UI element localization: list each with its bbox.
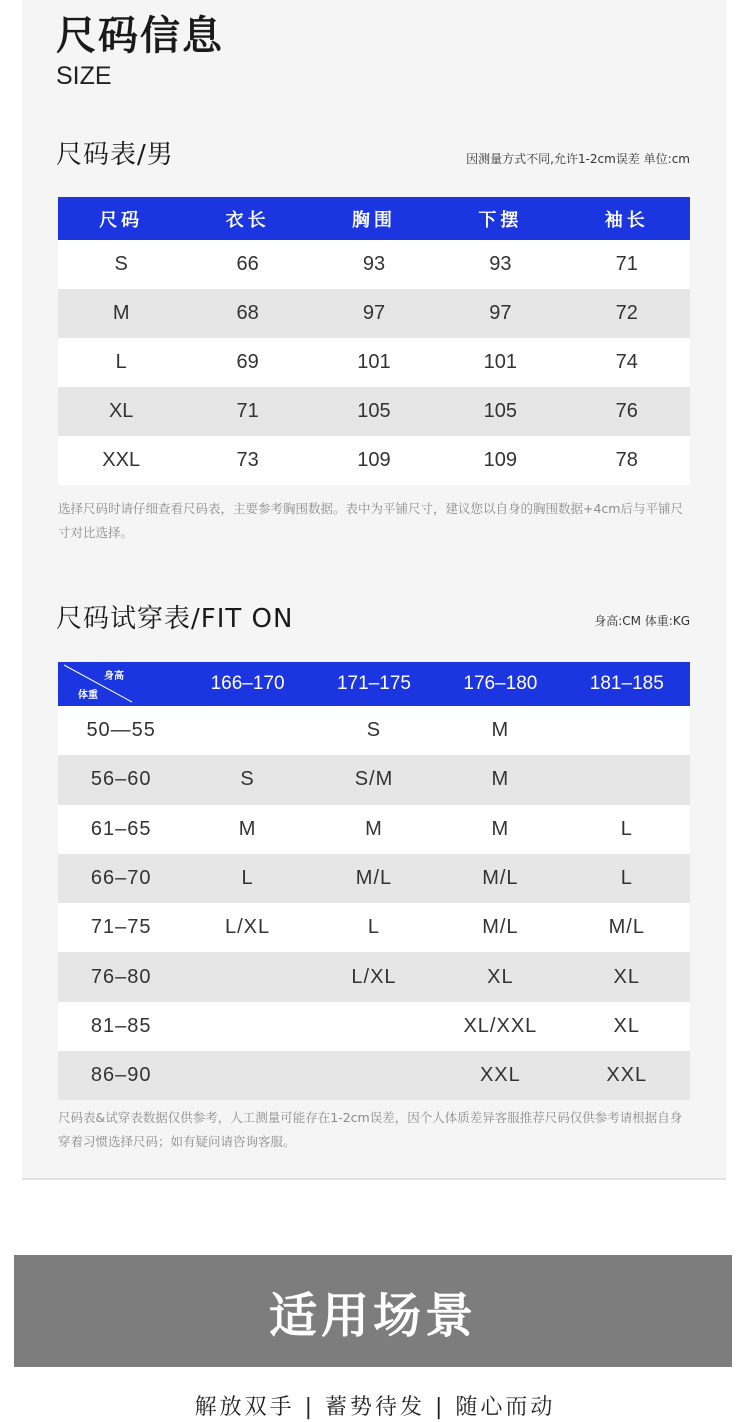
fit-table-footnote: 尺码表&试穿表数据仅供参考，人工测量可能存在1-2cm误差，因个人体质差异客服推荐尺码仅供参考请根据自身穿着习惯选择尺码；如有疑问请咨询客服。 — [58, 1110, 683, 1149]
table-cell: 71 — [564, 240, 690, 289]
table-cell: 66 — [184, 240, 310, 289]
corner-header — [58, 662, 184, 706]
table-cell: 78 — [564, 436, 690, 485]
table-cell: 105 — [437, 387, 563, 436]
page-title: 尺码信息 — [56, 13, 224, 59]
table-cell: L — [311, 903, 437, 952]
table-cell: 93 — [311, 240, 437, 289]
column-header: 尺码 — [58, 197, 184, 240]
table-cell — [184, 1002, 310, 1051]
size-table-title: 尺码表/男 — [56, 140, 174, 170]
column-header: 166–170 — [184, 662, 310, 706]
table-cell: XL — [58, 387, 184, 436]
column-header: 衣长 — [184, 197, 310, 240]
table-cell: 101 — [437, 338, 563, 387]
table-cell: 71–75 — [58, 903, 184, 952]
fit-table-header — [58, 662, 690, 706]
fit-table-title: 尺码试穿表/FIT ON — [56, 604, 294, 634]
table-cell: 50—55 — [58, 706, 184, 755]
table-row — [58, 436, 690, 485]
table-cell: 101 — [311, 338, 437, 387]
table-row — [58, 952, 690, 1001]
table-row — [58, 805, 690, 854]
table-row — [58, 706, 690, 755]
table-cell: 72 — [564, 289, 690, 338]
table-cell — [311, 1002, 437, 1051]
column-header: 176–180 — [437, 662, 563, 706]
column-header: 下摆 — [437, 197, 563, 240]
fit-table — [58, 662, 690, 1100]
table-cell: 76–80 — [58, 952, 184, 1001]
table-cell: L/XL — [184, 903, 310, 952]
table-cell: 97 — [311, 289, 437, 338]
table-cell: 81–85 — [58, 1002, 184, 1051]
table-cell — [564, 706, 690, 755]
table-row — [58, 387, 690, 436]
table-cell: L — [184, 854, 310, 903]
table-cell: M — [437, 706, 563, 755]
table-cell: S/M — [311, 755, 437, 804]
table-cell: L/XL — [311, 952, 437, 1001]
column-header: 181–185 — [564, 662, 690, 706]
table-row — [58, 240, 690, 289]
table-cell: 109 — [437, 436, 563, 485]
table-cell — [311, 1051, 437, 1100]
table-cell: M — [184, 805, 310, 854]
table-row — [58, 854, 690, 903]
table-cell: XXL — [58, 436, 184, 485]
fit-table-note: 身高:CM 体重:KG — [594, 614, 690, 628]
table-cell: L — [58, 338, 184, 387]
table-cell: 56–60 — [58, 755, 184, 804]
table-cell: 66–70 — [58, 854, 184, 903]
table-cell: 61–65 — [58, 805, 184, 854]
size-table — [58, 197, 690, 485]
column-header: 袖长 — [564, 197, 690, 240]
table-row — [58, 289, 690, 338]
table-cell: M — [437, 755, 563, 804]
table-cell: L — [564, 854, 690, 903]
size-table-note: 因测量方式不同,允许1-2cm误差 单位:cm — [466, 152, 690, 166]
table-cell: 68 — [184, 289, 310, 338]
column-header: 胸围 — [311, 197, 437, 240]
table-cell: M — [311, 805, 437, 854]
table-cell — [564, 755, 690, 804]
size-table-header — [58, 197, 690, 240]
table-cell: 74 — [564, 338, 690, 387]
banner-text: 适用场景 — [268, 1287, 477, 1344]
table-cell: 105 — [311, 387, 437, 436]
table-cell: M/L — [437, 903, 563, 952]
column-header: 171–175 — [311, 662, 437, 706]
table-cell: S — [184, 755, 310, 804]
slogan: 解放双手 | 蓄势待发 | 随心而动 — [194, 1395, 556, 1420]
table-cell: XXL — [564, 1051, 690, 1100]
table-cell: 86–90 — [58, 1051, 184, 1100]
table-row — [58, 1051, 690, 1100]
table-cell: XL — [564, 952, 690, 1001]
table-cell: 109 — [311, 436, 437, 485]
table-row — [58, 338, 690, 387]
table-cell — [184, 706, 310, 755]
corner-height-label: 身高 — [104, 671, 124, 682]
table-cell: XL — [437, 952, 563, 1001]
table-row — [58, 903, 690, 952]
table-cell: L — [564, 805, 690, 854]
table-cell: 73 — [184, 436, 310, 485]
size-info-panel — [22, 0, 726, 1180]
table-cell: XL — [564, 1002, 690, 1051]
table-cell — [184, 952, 310, 1001]
table-cell: 76 — [564, 387, 690, 436]
table-cell: XL/XXL — [437, 1002, 563, 1051]
table-cell: 71 — [184, 387, 310, 436]
table-cell: M/L — [437, 854, 563, 903]
table-cell: S — [311, 706, 437, 755]
corner-weight-label: 体重 — [78, 690, 98, 701]
table-cell: S — [58, 240, 184, 289]
table-cell: XXL — [437, 1051, 563, 1100]
page-subtitle: SIZE — [56, 62, 112, 90]
size-table-footnote: 选择尺码时请仔细查看尺码表，主要参考胸围数据。表中为平铺尺寸，建议您以自身的胸围数据+4cm后与平铺尺寸对比选择。 — [58, 501, 683, 540]
table-cell — [184, 1051, 310, 1100]
table-cell: M/L — [311, 854, 437, 903]
table-cell: 69 — [184, 338, 310, 387]
table-cell: M — [437, 805, 563, 854]
table-row — [58, 1002, 690, 1051]
table-row — [58, 755, 690, 804]
table-cell: M — [58, 289, 184, 338]
scene-banner — [14, 1255, 732, 1367]
table-cell: 93 — [437, 240, 563, 289]
table-cell: 97 — [437, 289, 563, 338]
table-cell: M/L — [564, 903, 690, 952]
